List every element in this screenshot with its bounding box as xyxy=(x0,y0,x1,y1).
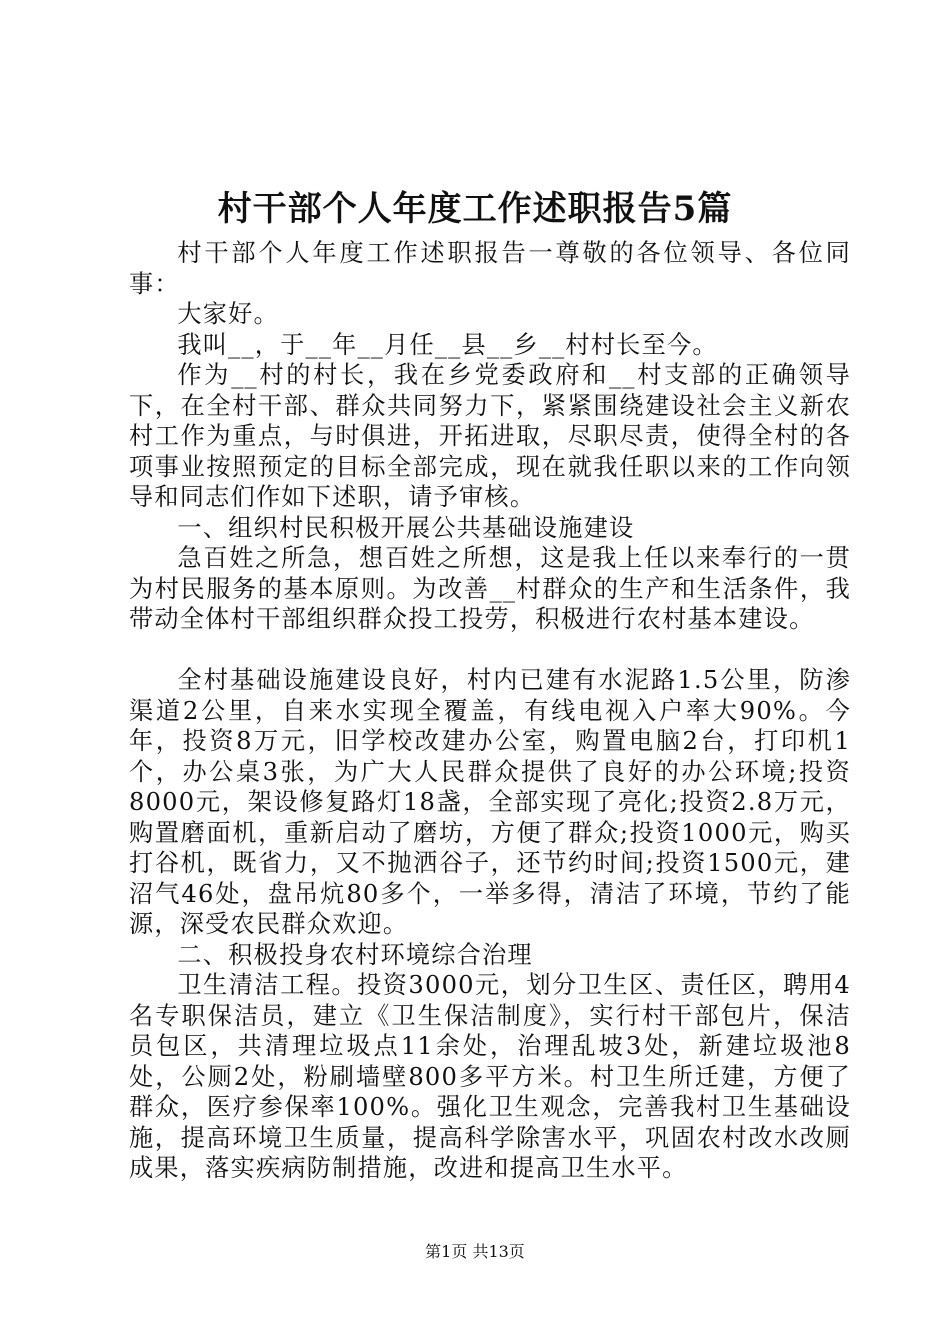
page-number: 第1页 共13页 xyxy=(425,1242,525,1261)
paragraph-overview: 作为__村的村长，我在乡党委政府和__村支部的正确领导下，在全村干部、群众共同努力下，紧紧围绕建设社会主义新农村工作为重点，与时俱进，开拓进取，尽职尽责，使得全村的各项事业按照预定的目标全部完成，现在就我任职以来的工作向领导和同志们作如下述职，请予审核。 xyxy=(129,361,851,511)
section-heading-infrastructure: 一、组织村民积极开展公共基础设施建设 xyxy=(177,513,635,542)
document-title: 村干部个人年度工作述职报告5篇 xyxy=(217,189,733,229)
paragraph-sanitation: 卫生清洁工程。投资3000元，划分卫生区、责任区，聘用4名专职保洁员，建立《卫生保洁制度》，实行村干部包片，保洁员包区，共清理垃圾点11余处，治理乱坡3处，新建垃圾池8处，公厕2处，粉刷墙壁800多平方米。村卫生所迁建，方便了群众，医疗参保率100%。强化卫生观念，完善我村卫生基础设施，提高环境卫生质量，提高科学除害水平，巩固农村改水改厕成果，落实疾病防制措施，改进和提高卫生水平。 xyxy=(129,971,851,1182)
paragraph-hello: 大家好。 xyxy=(177,300,279,328)
paragraph-infrastructure-details: 全村基础设施建设良好，村内已建有水泥路1.5公里，防渗渠道2公里，自来水实现全覆盖，有线电视入户率大90%。今年，投资8万元，旧学校改建办公室，购置电脑2台，打印机1个，办公桌3张，为广大人民群众提供了良好的办公环境;投资8000元，架设修复路灯18盏，全部实现了亮化;投资2.8万元，购置磨面机，重新启动了磨坊，方便了群众;投资1000元，购买打谷机，既省力，又不抛洒谷子，还节约时间;投资1500元，建沼气46处，盘吊炕80多个，一举多得，清洁了环境，节约了能源，深受农民群众欢迎。 xyxy=(129,666,851,938)
paragraph-introduction: 我叫__，于__年__月任__县__乡__村村长至今。 xyxy=(177,330,718,359)
paragraph-greeting: 村干部个人年度工作述职报告一尊敬的各位领导、各位同事： xyxy=(129,239,851,298)
paragraph-principle: 急百姓之所急，想百姓之所想，这是我上任以来奉行的一贯为村民服务的基本原则。为改善__村群众的生产和生活条件，我带动全体村干部组织群众投工投劳，积极进行农村基本建设。 xyxy=(129,544,851,633)
section-heading-environment: 二、积极投身农村环境综合治理 xyxy=(177,940,533,969)
document-body xyxy=(129,238,851,1184)
blank-line xyxy=(129,635,851,666)
